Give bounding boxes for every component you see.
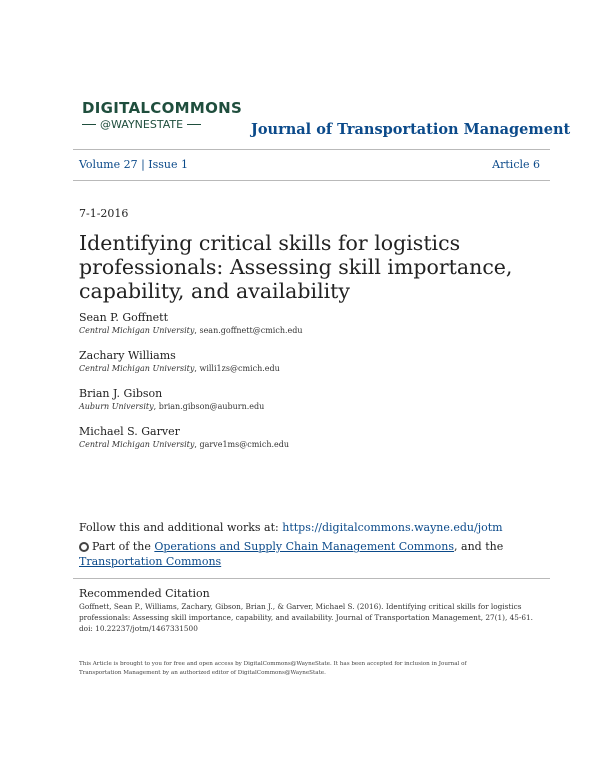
divider xyxy=(73,578,550,579)
author-email[interactable]: sean.goffnett@cmich.edu xyxy=(199,326,303,335)
article-title: Identifying critical skills for logistics professionals: Assessing skill importance, capability, and availability xyxy=(79,231,513,303)
author-institution: Central Michigan University xyxy=(79,364,195,373)
logo-rule-left xyxy=(82,124,96,125)
collection-url-link[interactable]: https://digitalcommons.wayne.edu/jotm xyxy=(282,521,503,534)
divider xyxy=(73,180,550,181)
discipline-link-transportation[interactable]: Transportation Commons xyxy=(79,555,222,568)
follow-label: Follow this and additional works at: xyxy=(79,521,279,534)
divider xyxy=(73,149,550,150)
follow-works xyxy=(79,521,503,534)
author-institution: Central Michigan University xyxy=(79,326,195,335)
recommended-citation-heading: Recommended Citation xyxy=(79,587,210,600)
author-name: Zachary Williams xyxy=(79,349,176,362)
author-institution: Central Michigan University xyxy=(79,440,195,449)
author-email[interactable]: willi1zs@cmich.edu xyxy=(199,364,280,373)
article-number-link[interactable]: Article 6 xyxy=(492,158,540,171)
waynestate-logo xyxy=(82,118,201,131)
recommended-citation-text: Goffnett, Sean P., Williams, Zachary, Gibson, Brian J., & Garver, Michael S. (2016). Identifying critical skills for logistics professionals: Assessing skill importance, capability, and availability. Journal of Transportation Management, 27(1), 45-61. doi: 10.22237/jotm/1467331500 xyxy=(79,602,534,633)
partof-middle: , and the xyxy=(454,540,504,553)
digitalcommons-logo[interactable]: DIGITALCOMMONS xyxy=(82,99,243,117)
author-affiliation: Auburn University, brian.gibson@auburn.edu xyxy=(79,402,265,411)
network-icon xyxy=(79,542,89,552)
logo-rule-right xyxy=(187,124,201,125)
author-email[interactable]: garve1ms@cmich.edu xyxy=(199,440,290,449)
journal-title-link[interactable]: Journal of Transportation Management xyxy=(251,121,571,138)
author-affiliation: Central Michigan University, garve1ms@cmich.edu xyxy=(79,440,290,449)
author-name: Sean P. Goffnett xyxy=(79,311,169,324)
volume-issue-link[interactable]: Volume 27 | Issue 1 xyxy=(79,158,189,171)
author-affiliation: Central Michigan University, willi1zs@cmich.edu xyxy=(79,364,280,373)
author-institution: Auburn University xyxy=(79,402,154,411)
author-name: Michael S. Garver xyxy=(79,425,180,438)
part-of-disciplines xyxy=(79,539,549,569)
author-affiliation: Central Michigan University, sean.goffnett@cmich.edu xyxy=(79,326,303,335)
access-notice: This Article is brought to you for free and open access by DigitalCommons@WayneState. It has been accepted for inclusion in Journal of Transportation Management by an authorized editor of DigitalCommons@WayneState. xyxy=(79,661,467,676)
author-email[interactable]: brian.gibson@auburn.edu xyxy=(158,402,265,411)
discipline-link-operations[interactable]: Operations and Supply Chain Management Commons xyxy=(154,540,455,553)
author-name: Brian J. Gibson xyxy=(79,387,163,400)
logo-wayne-text: @WAYNESTATE xyxy=(100,118,184,131)
publication-date: 7-1-2016 xyxy=(79,207,129,220)
partof-prefix: Part of the xyxy=(92,540,151,553)
